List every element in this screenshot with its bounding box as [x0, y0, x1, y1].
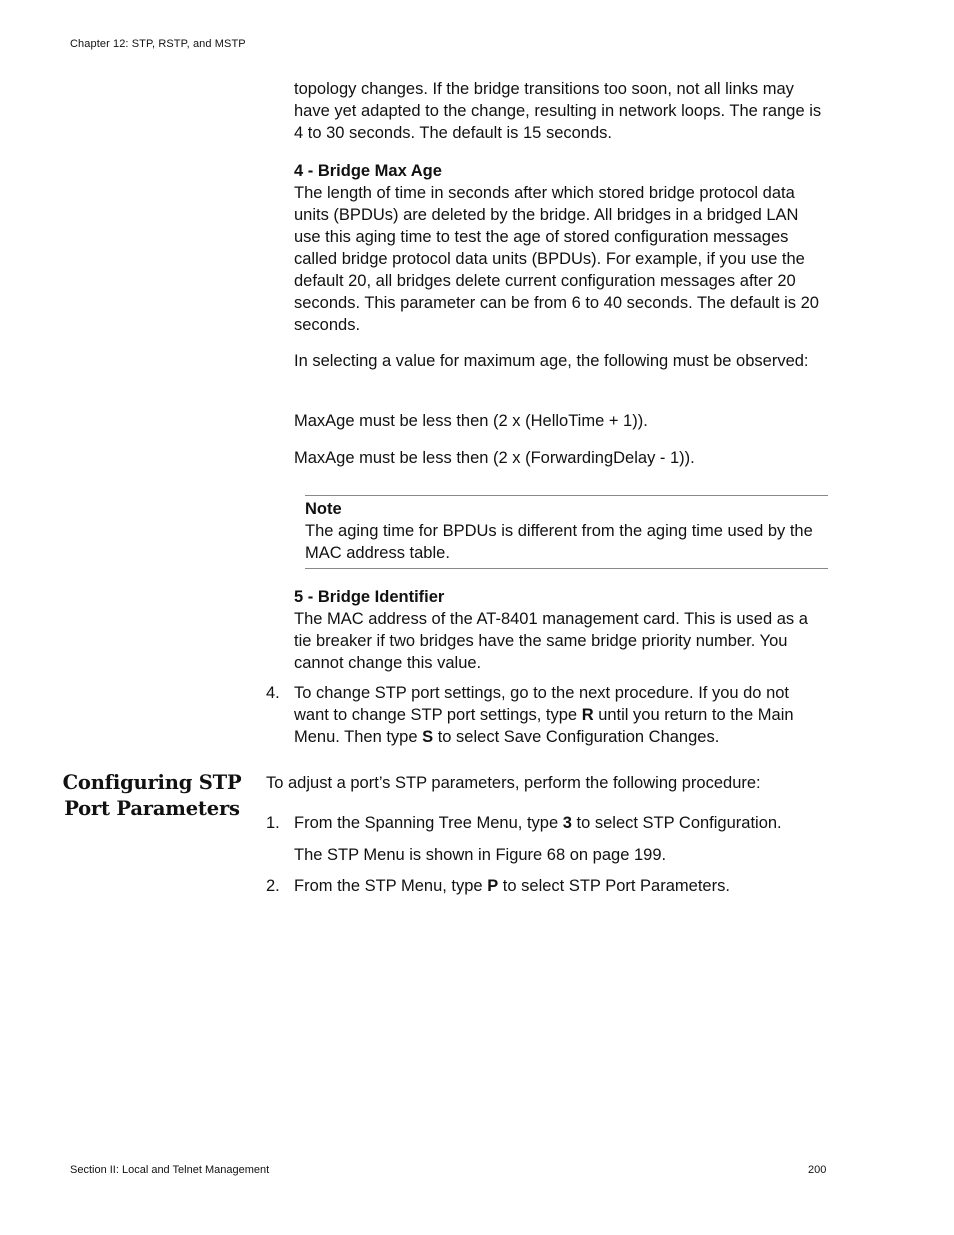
step-1-number: 1.: [266, 814, 280, 832]
step-2-text: From the STP Menu, type P to select STP Port Parameters.: [294, 877, 730, 895]
note-box: [305, 495, 828, 569]
key-s: S: [422, 728, 434, 746]
max-age-rule-2: MaxAge must be less then (2 x (ForwardingDelay - 1)).: [294, 449, 695, 467]
max-age-text: The length of time in seconds after which stored bridge protocol data units (BPDUs) are deleted by the bridge. All bridges in a bridged LAN use this aging time to test the age of stored configuration messages called bridge protocol data units (BPDUs). For example, if you use the default 20, all bridges delete current configuration messages after 20 seconds. This parameter can be from 6 to 40 seconds. The default is 20 seconds.: [294, 184, 819, 334]
bridge-identifier-heading: 5 - Bridge Identifier: [294, 588, 445, 606]
step-2-number: 2.: [266, 877, 280, 895]
page-number: 200: [808, 1164, 827, 1176]
max-age-section: [294, 160, 824, 336]
running-head: Chapter 12: STP, RSTP, and MSTP: [70, 38, 246, 50]
selecting-text: In selecting a value for maximum age, the following must be observed:: [294, 352, 809, 370]
step-4-text: To change STP port settings, go to the next procedure. If you do not want to change STP port settings, type R until you return to the Main Menu. Then type S to select Save Configuration Changes.: [294, 684, 794, 746]
step-1-followup: The STP Menu is shown in Figure 68 on page 199.: [294, 846, 667, 864]
bridge-identifier-section: [294, 586, 824, 674]
key-p: P: [487, 877, 499, 895]
note-title: Note: [305, 500, 342, 518]
step-1-text: From the Spanning Tree Menu, type 3 to select STP Configuration.: [294, 814, 782, 832]
max-age-heading: 4 - Bridge Max Age: [294, 162, 442, 180]
bridge-identifier-text: The MAC address of the AT-8401 management card. This is used as a tie breaker if two bridges have the same bridge priority number. You cannot change this value.: [294, 610, 808, 672]
footer-section-label: Section II: Local and Telnet Management: [70, 1164, 270, 1176]
section-title: Configuring STP Port Parameters: [62, 771, 242, 820]
step-4-number: 4.: [266, 684, 280, 702]
max-age-rule-1: MaxAge must be less then (2 x (HelloTime + 1)).: [294, 412, 648, 430]
note-text: The aging time for BPDUs is different from the aging time used by the MAC address table.: [305, 522, 813, 562]
key-3: 3: [562, 814, 572, 832]
key-r: R: [581, 706, 594, 724]
intro-paragraph: topology changes. If the bridge transitions too soon, not all links may have yet adapted to the change, resulting in network loops. The range is 4 to 30 seconds. The default is 15 seconds.: [294, 80, 822, 142]
section-intro: To adjust a port’s STP parameters, perform the following procedure:: [266, 774, 761, 792]
